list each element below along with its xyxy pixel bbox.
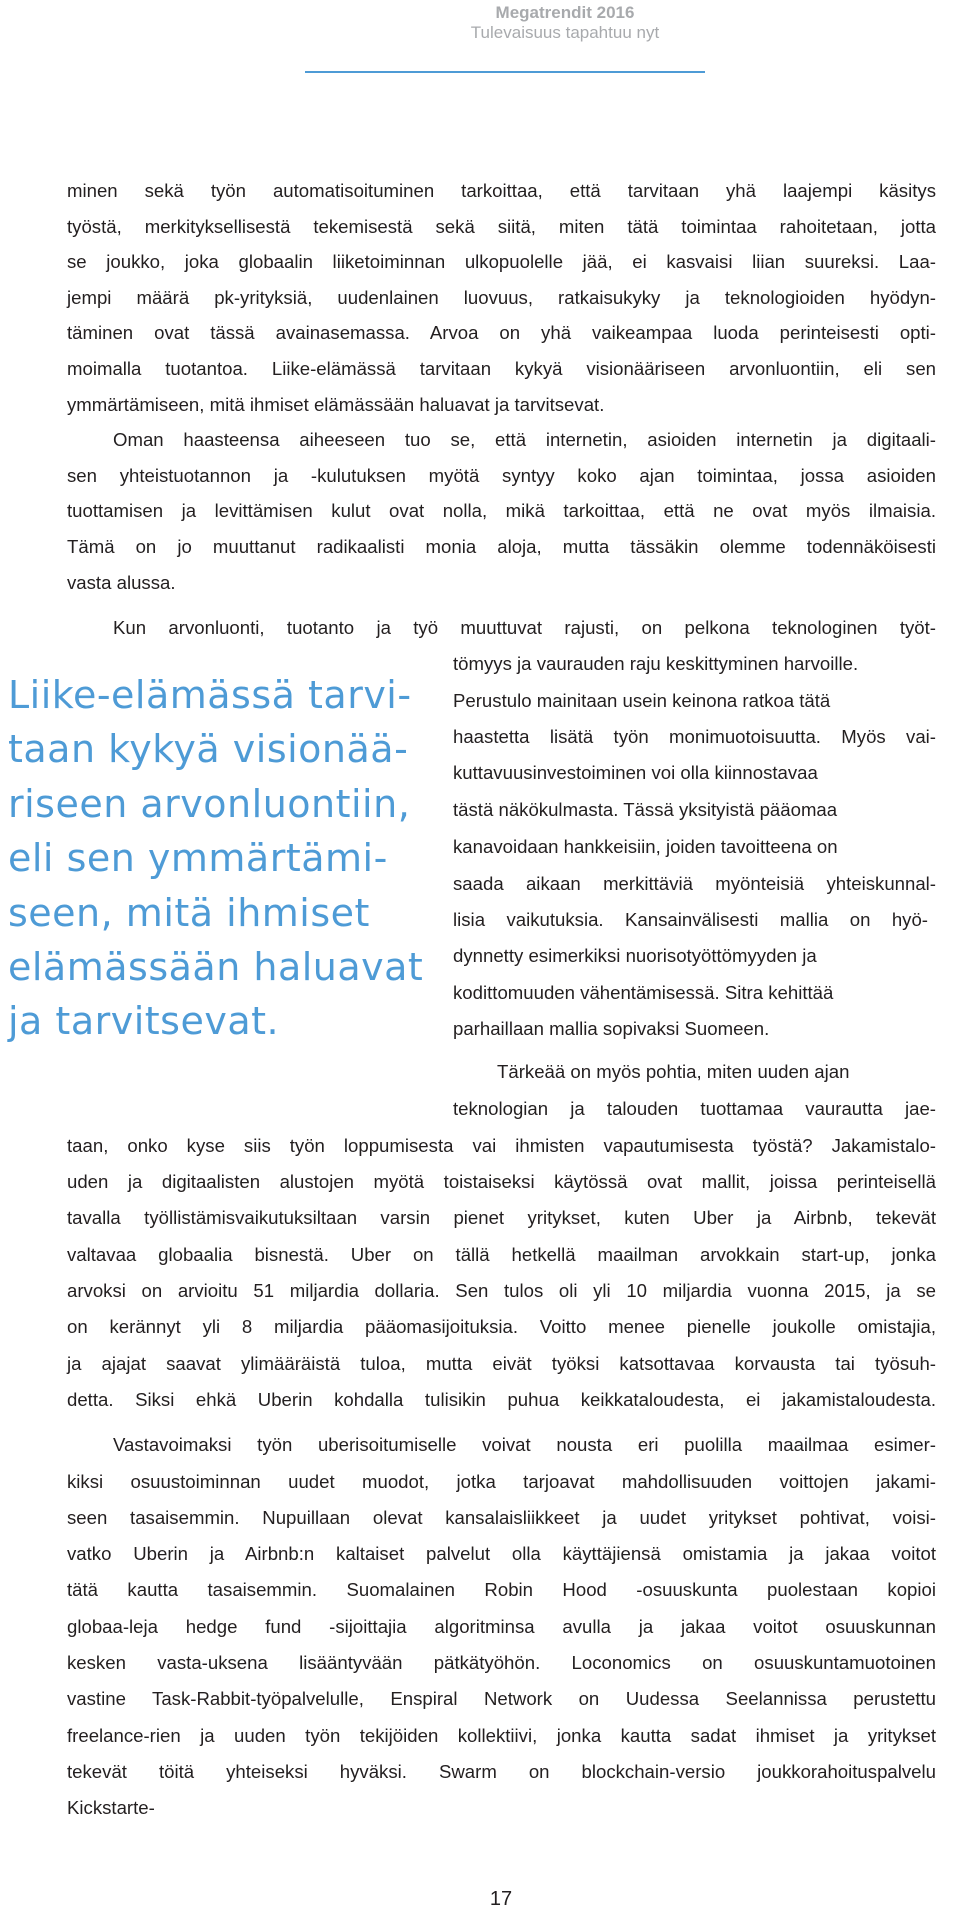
pull-quote	[8, 668, 428, 1049]
body-line: arvoksi on arvioitu 51 miljardia dollaria. Sen tulos oli yli 10 miljardia vuonna 2015, ja se	[67, 1280, 936, 1301]
body-line: parhaillaan mallia sopivaksi Suomeen.	[453, 1018, 770, 1039]
pull-quote-line: elämässään haluavat	[8, 945, 424, 990]
body-line: tekevät töitä yhteiseksi hyväksi. Swarm on blockchain-versio joukkorahoituspalvelu	[67, 1761, 936, 1782]
page-number: 17	[489, 1888, 513, 1910]
pull-quote-line: seen, mitä ihmiset	[8, 890, 370, 935]
body-line: vatko Uberin ja Airbnb:n kaltaiset palvelut olla käyttäjiensä omistamia ja jakaa voitot	[67, 1543, 936, 1564]
body-line: tömyys ja vaurauden raju keskittyminen harvoille.	[453, 653, 859, 674]
body-line: saada aikaan merkittäviä myönteisiä yhteiskunnal-	[453, 873, 936, 894]
body-line: tavalla työllistämisvaikutuksiltaan varsin pienet yritykset, kuten Uber ja Airbnb, tekevät	[67, 1207, 936, 1228]
publication-title: Megatrendit 2016	[495, 3, 635, 22]
pull-quote-line: ja tarvitsevat.	[8, 999, 280, 1044]
body-line: ymmärtämiseen, mitä ihmiset elämässään haluavat ja tarvitsevat.	[67, 394, 605, 415]
page-header	[0, 0, 960, 80]
publication-subtitle: Tulevaisuus tapahtuu nyt	[470, 23, 660, 42]
body-line: Oman haasteensa aiheeseen tuo se, että internetin, asioiden internetin ja digitaali-	[113, 429, 936, 450]
body-line: on kerännyt yli 8 miljardia pääomasijoituksia. Voitto menee pienelle joukolle omistajia,	[67, 1316, 936, 1337]
body-line: Kickstarte-	[67, 1797, 155, 1818]
body-line: valtavaa globaalia bisnestä. Uber on tällä hetkellä maailman arvokkain start-up, jonka	[67, 1244, 936, 1265]
body-line: Kun arvonluonti, tuotanto ja työ muuttuvat rajusti, on pelkona teknologinen työt-	[113, 617, 936, 638]
body-line: tätä kautta tasaisemmin. Suomalainen Robin Hood -osuuskunta puolestaan kopioi	[67, 1579, 936, 1600]
body-line: täminen ovat tässä avainasemassa. Arvoa on yhä vaikeampaa luoda perinteisesti opti-	[67, 322, 936, 343]
body-line: uden ja digitaalisten alustojen myötä toistaiseksi käytössä ovat mallit, joissa perinteisellä	[67, 1171, 936, 1192]
body-line: Tärkeää on myös pohtia, miten uuden ajan	[497, 1061, 850, 1082]
body-line: globaa-leja hedge fund -sijoittajia algoritminsa avulla ja jakaa voitot osuuskunnan	[67, 1616, 936, 1637]
body-line: seen tasaisemmin. Nupuillaan olevat kansalaisliikkeet ja uudet yritykset pohtivat, voisi-	[67, 1507, 936, 1528]
body-line: dynnetty esimerkiksi nuorisotyöttömyyden ja	[453, 945, 817, 966]
body-line: teknologian ja talouden tuottamaa vaurautta jae-	[453, 1098, 936, 1119]
pull-quote-line: taan kykyä visionää-	[8, 727, 409, 772]
body-line: kesken vasta-uksena lisääntyvään pätkätyöhön. Loconomics on osuuskuntamuotoinen	[67, 1652, 936, 1673]
body-line: Vastavoimaksi työn uberisoitumiselle voivat nousta eri puolilla maailmaa esimer-	[113, 1434, 936, 1455]
body-line: Perustulo mainitaan usein keinona ratkoa tätä	[453, 690, 831, 711]
body-line: tuottamisen ja levittämisen kulut ovat nolla, mikä tarkoittaa, että ne ovat myös ilmaisia.	[67, 500, 936, 521]
body-line: moimalla tuotantoa. Liike-elämässä tarvitaan kykyä visionääriseen arvonluontiin, eli sen	[67, 358, 936, 379]
body-line: haastetta lisätä työn monimuotoisuutta. Myös vai-	[453, 726, 936, 747]
body-line: kodittomuuden vähentämisessä. Sitra kehittää	[453, 982, 834, 1003]
body-line: kuttavuusinvestoiminen voi olla kiinnostavaa	[453, 762, 818, 783]
body-line: Tämä on jo muuttanut radikaalisti monia aloja, mutta tässäkin olemme todennäköisesti	[67, 536, 936, 557]
header-divider	[305, 71, 705, 73]
body-line: työstä, merkityksellisestä tekemisestä sekä siitä, miten tätä toimintaa rahoitetaan, jotta	[67, 216, 936, 237]
pull-quote-line: eli sen ymmärtämi-	[8, 836, 388, 881]
body-line: ja ajajat saavat ylimääräistä tuloa, mutta eivät työksi katsottavaa korvausta tai työsuh-	[67, 1353, 936, 1374]
body-line: taan, onko kyse siis työn loppumisesta vai ihmisten vapautumisesta työstä? Jakamistalo-	[67, 1135, 936, 1156]
body-line: jempi määrä pk-yrityksiä, uudenlainen luovuus, ratkaisukyky ja teknologioiden hyödyn-	[67, 287, 936, 308]
body-line: se joukko, joka globaalin liiketoiminnan ulkopuolelle jää, ei kasvaisi liian suureksi. Laa-	[67, 251, 936, 272]
body-line: vastine Task-Rabbit-työpalvelulle, Enspiral Network on Uudessa Seelannissa perustettu	[67, 1688, 936, 1709]
pull-quote-line: Liike-elämässä tarvi-	[8, 673, 412, 717]
body-line: vasta alussa.	[67, 572, 176, 593]
pull-quote-line: riseen arvonluontiin,	[8, 781, 411, 826]
body-line: lisia vaikutuksia. Kansainvälisesti mallia on hyö-	[453, 909, 928, 930]
body-line: detta. Siksi ehkä Uberin kohdalla tulisikin puhua keikkataloudesta, ei jakamistaloudesta.	[67, 1389, 936, 1410]
body-line: sen yhteistuotannon ja -kulutuksen myötä syntyy koko ajan toimintaa, jossa asioiden	[67, 465, 936, 486]
body-line: kiksi osuustoiminnan uudet muodot, jotka tarjoavat mahdollisuuden voittojen jakami-	[67, 1471, 936, 1492]
body-line: tästä näkökulmasta. Tässä yksityistä pääomaa	[453, 799, 838, 820]
body-line: minen sekä työn automatisoituminen tarkoittaa, että tarvitaan yhä laajempi käsitys	[67, 180, 936, 201]
body-line: freelance-rien ja uuden työn tekijöiden kollektiivi, jonka kautta sadat ihmiset ja yritykset	[67, 1725, 936, 1746]
body-line: kanavoidaan hankkeisiin, joiden tavoitteena on	[453, 836, 838, 857]
